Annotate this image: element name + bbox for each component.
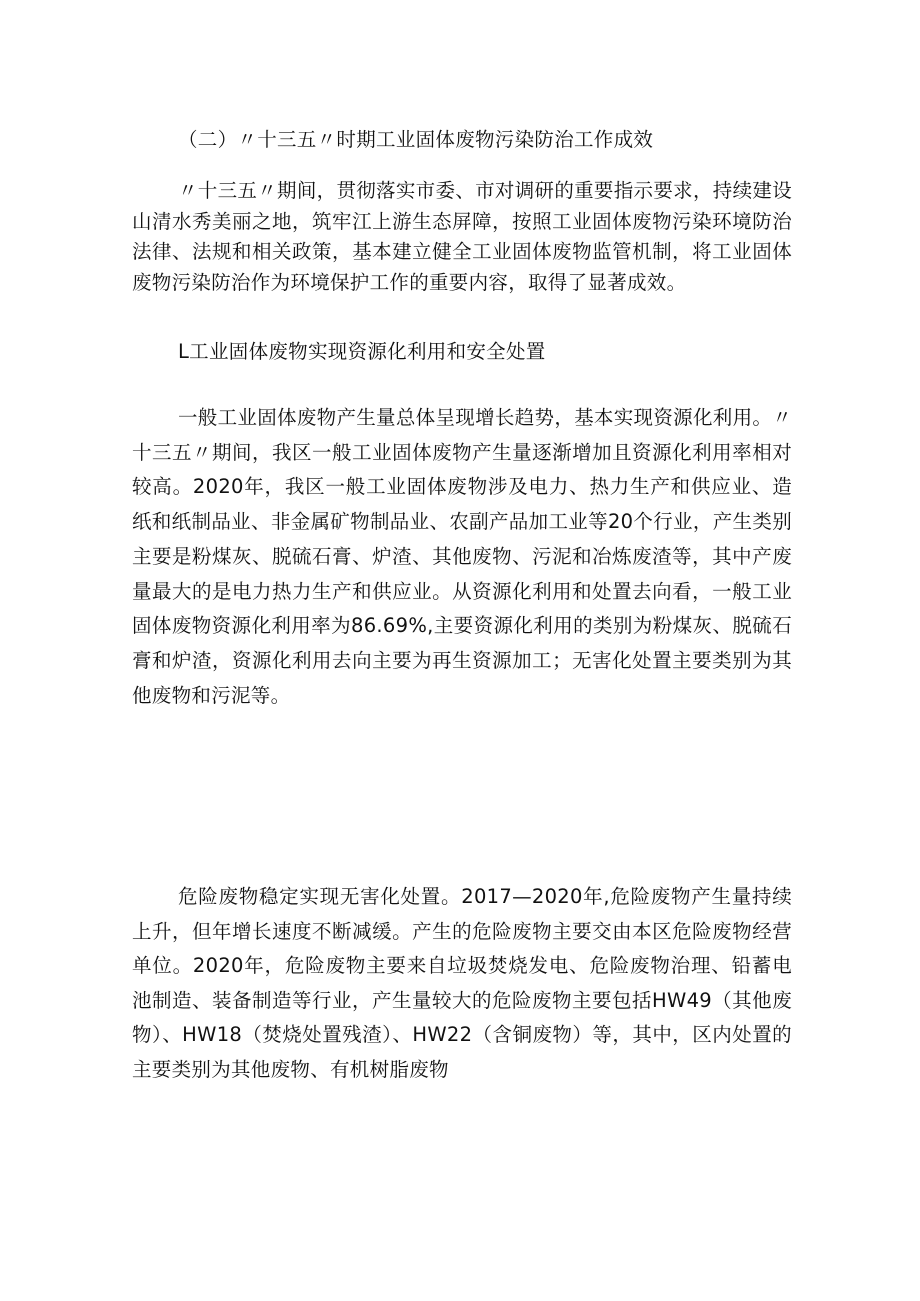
section-heading: （二）〃十三五〃时期工业固体废物污染防治工作成效 (178, 128, 654, 151)
general-waste-paragraph: 一般工业固体废物产生量总体呈现增长趋势，基本实现资源化利用。〃十三五〃期间，我区一般工业固体废物产生量逐渐增加且资源化利用率相对较高。2020年，我区一般工业固体废物涉及电力、热力生产和供应业、造纸和纸制品业、非金属矿物制品业、农副产品加工业等20个行业，产生类别主要是粉煤灰、脱硫石膏、炉渣、其他废物、污泥和冶炼废渣等，其中产废量最大的是电力热力生产和供应业。从资源化利用和处置去向看，一般工业固体废物资源化利用率为86.69%,主要资源化利用的类别为粉煤灰、脱硫石膏和炉渣，资源化利用去向主要为再生资源加工；无害化处置主要类别为其他废物和污泥等。 (132, 406, 792, 707)
hazardous-waste-paragraph: 危险废物稳定实现无害化处置。2017—2020年,危险废物产生量持续上升，但年增长速度不断减缓。产生的危险废物主要交由本区危险废物经营单位。2020年，危险废物主要来自垃圾焚烧发电、危险废物治理、铅蓄电池制造、装备制造等行业，产生量较大的危险废物主要包括HW49（其他废物）、HW18（焚烧处置残渣）、HW22（含铜废物）等，其中，区内处置的主要类别为其他废物、有机树脂废物 (132, 885, 792, 1081)
intro-paragraph: 〃十三五〃期间，贯彻落实市委、市对调研的重要指示要求，持续建设山清水秀美丽之地，筑牢江上游生态屏障，按照工业固体废物污染环境防治法律、法规和相关政策，基本建立健全工业固体废物监管机制，将工业固体废物污染防治作为环境保护工作的重要内容，取得了显著成效。 (132, 179, 792, 294)
subheading-industrial-waste-utilization: L工业固体废物实现资源化利用和安全处置 (178, 340, 546, 363)
